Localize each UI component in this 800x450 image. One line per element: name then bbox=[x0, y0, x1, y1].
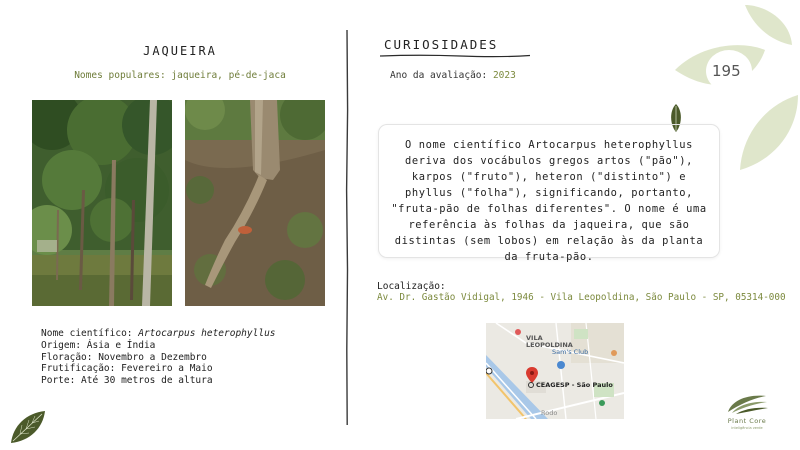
logo-tagline: inteligência verde bbox=[731, 426, 763, 430]
tree-photo-canopy bbox=[32, 100, 172, 306]
year-label: Ano da avaliação: bbox=[390, 70, 493, 81]
year-value: 2023 bbox=[492, 70, 516, 81]
heading-underline bbox=[380, 53, 530, 59]
size: Porte: Até 30 metros de altura bbox=[41, 375, 213, 387]
curiosity-text: O nome científico Artocarpus heterophyllus deriva dos vocábulos gregos artos ("pão"), karpos ("fruto"), heteron ("distinto") e phyllus ("folha"), significando, portanto, "fruta-pão de folhas diferentes". O nome é uma referência às folhas da jaqueira, que são distintas (sem lobos) em relação às da planta da fruta-pão. bbox=[378, 124, 720, 258]
map-poi-sams: Sam's Club bbox=[552, 348, 589, 356]
vertical-divider bbox=[345, 30, 349, 425]
plant-name: JAQUEIRA bbox=[143, 44, 217, 58]
scientific-name-row bbox=[41, 328, 276, 340]
curiosities-heading: CURIOSIDADES bbox=[384, 37, 499, 52]
plant-core-logo-icon bbox=[724, 392, 770, 416]
map-district-label: VILA LEOPOLDINA bbox=[526, 334, 573, 349]
leaf-shape-bottom bbox=[740, 95, 798, 170]
origin: Origem: Ásia e Índia bbox=[41, 339, 156, 351]
tree-number: 195 bbox=[712, 62, 741, 80]
location-label: Localização: bbox=[377, 281, 446, 292]
evaluation-year bbox=[390, 70, 516, 81]
tree-photo-trunk bbox=[185, 100, 325, 306]
plant-info bbox=[41, 328, 276, 387]
scientific-name: Artocarpus heterophyllus bbox=[138, 328, 276, 339]
scientific-name-label: Nome científico: bbox=[41, 328, 139, 339]
flowering: Floração: Novembro a Dezembro bbox=[41, 351, 207, 363]
location-map[interactable] bbox=[486, 323, 624, 419]
map-poi-ceagesp: CEAGESP - São Paulo bbox=[536, 381, 613, 389]
leaf-shape-top bbox=[745, 5, 792, 45]
fruiting: Frutificação: Fevereiro a Maio bbox=[41, 363, 213, 375]
logo-name: Plant Core bbox=[727, 417, 767, 425]
map-road-label: Rodo bbox=[541, 409, 558, 417]
popular-names: Nomes populares: jaqueira, pé-de-jaca bbox=[74, 70, 286, 81]
leaf-icon-bottom-left bbox=[8, 408, 48, 446]
location-address: Av. Dr. Gastão Vidigal, 1946 - Vila Leopoldina, São Paulo - SP, 05314-000 bbox=[377, 292, 786, 303]
